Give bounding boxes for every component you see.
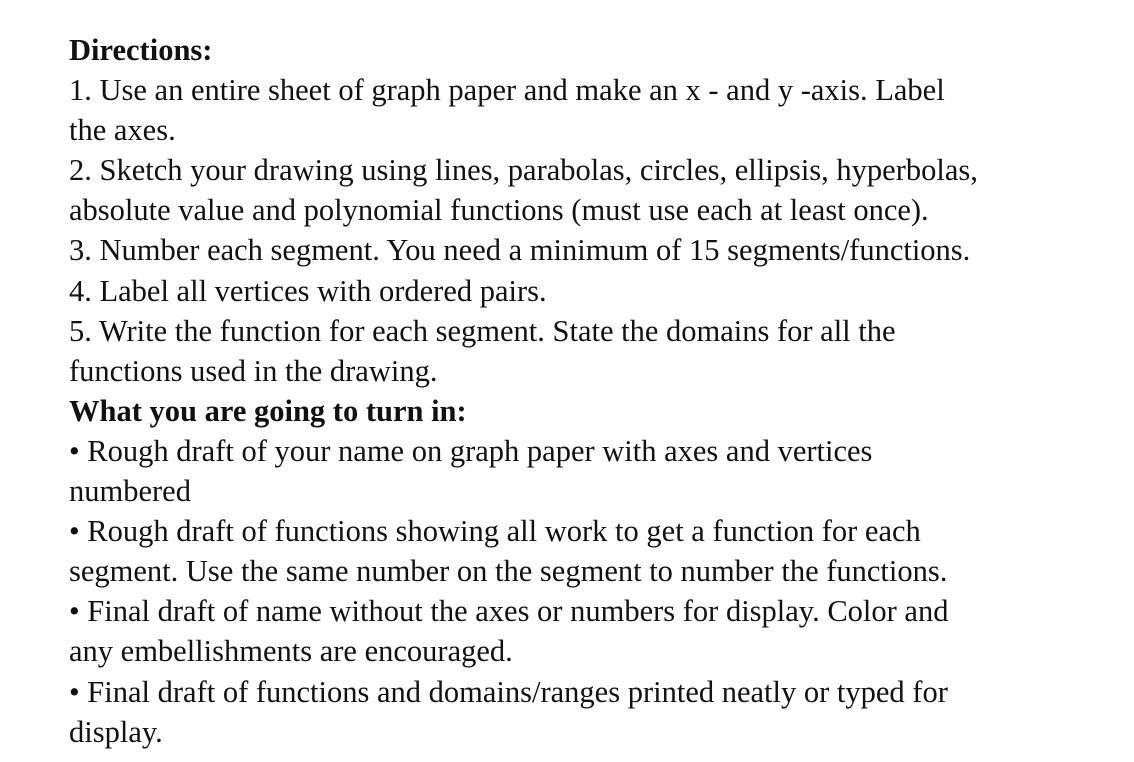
direction-item-2-line-2: absolute value and polynomial functions (must use each at least once). xyxy=(69,193,929,228)
turn-in-item-3-line-1: • Final draft of name without the axes or numbers for display. Color and xyxy=(69,594,949,629)
direction-item-4-line-1: 4. Label all vertices with ordered pairs. xyxy=(69,273,547,308)
direction-item-1 xyxy=(69,70,1129,150)
turn-in-item-4-line-2: display. xyxy=(69,714,163,749)
direction-item-4 xyxy=(69,271,1129,311)
direction-item-5 xyxy=(69,311,1129,391)
direction-item-3 xyxy=(69,230,1129,270)
direction-item-5-line-2: functions used in the drawing. xyxy=(69,353,438,388)
turn-in-item-4 xyxy=(69,672,1129,752)
turn-in-item-1-line-2: numbered xyxy=(69,474,191,509)
turn-in-item-1 xyxy=(69,431,1129,511)
direction-item-3-line-1: 3. Number each segment. You need a minimum of 15 segments/functions. xyxy=(69,233,971,268)
directions-list xyxy=(69,70,1129,391)
direction-item-5-line-1: 5. Write the function for each segment. State the domains for all the xyxy=(69,313,896,348)
direction-item-2 xyxy=(69,150,1129,230)
turn-in-item-3 xyxy=(69,591,1129,671)
turn-in-item-2-line-1: • Rough draft of functions showing all work to get a function for each xyxy=(69,514,921,549)
turn-in-item-3-line-2: any embellishments are encouraged. xyxy=(69,634,513,669)
direction-item-2-line-1: 2. Sketch your drawing using lines, parabolas, circles, ellipsis, hyperbolas, xyxy=(69,153,978,188)
turn-in-heading: What you are going to turn in: xyxy=(69,393,467,428)
direction-item-1-line-2: the axes. xyxy=(69,113,176,148)
directions-heading: Directions: xyxy=(69,33,213,67)
turn-in-list xyxy=(69,431,1129,752)
turn-in-item-1-line-1: • Rough draft of your name on graph paper with axes and vertices xyxy=(69,433,873,468)
direction-item-1-line-1: 1. Use an entire sheet of graph paper and make an x - and y -axis. Label xyxy=(69,73,945,108)
turn-in-item-2 xyxy=(69,511,1129,591)
turn-in-item-2-line-2: segment. Use the same number on the segment to number the functions. xyxy=(69,554,948,589)
turn-in-item-4-line-1: • Final draft of functions and domains/ranges printed neatly or typed for xyxy=(69,674,948,709)
document-body xyxy=(69,30,1129,752)
